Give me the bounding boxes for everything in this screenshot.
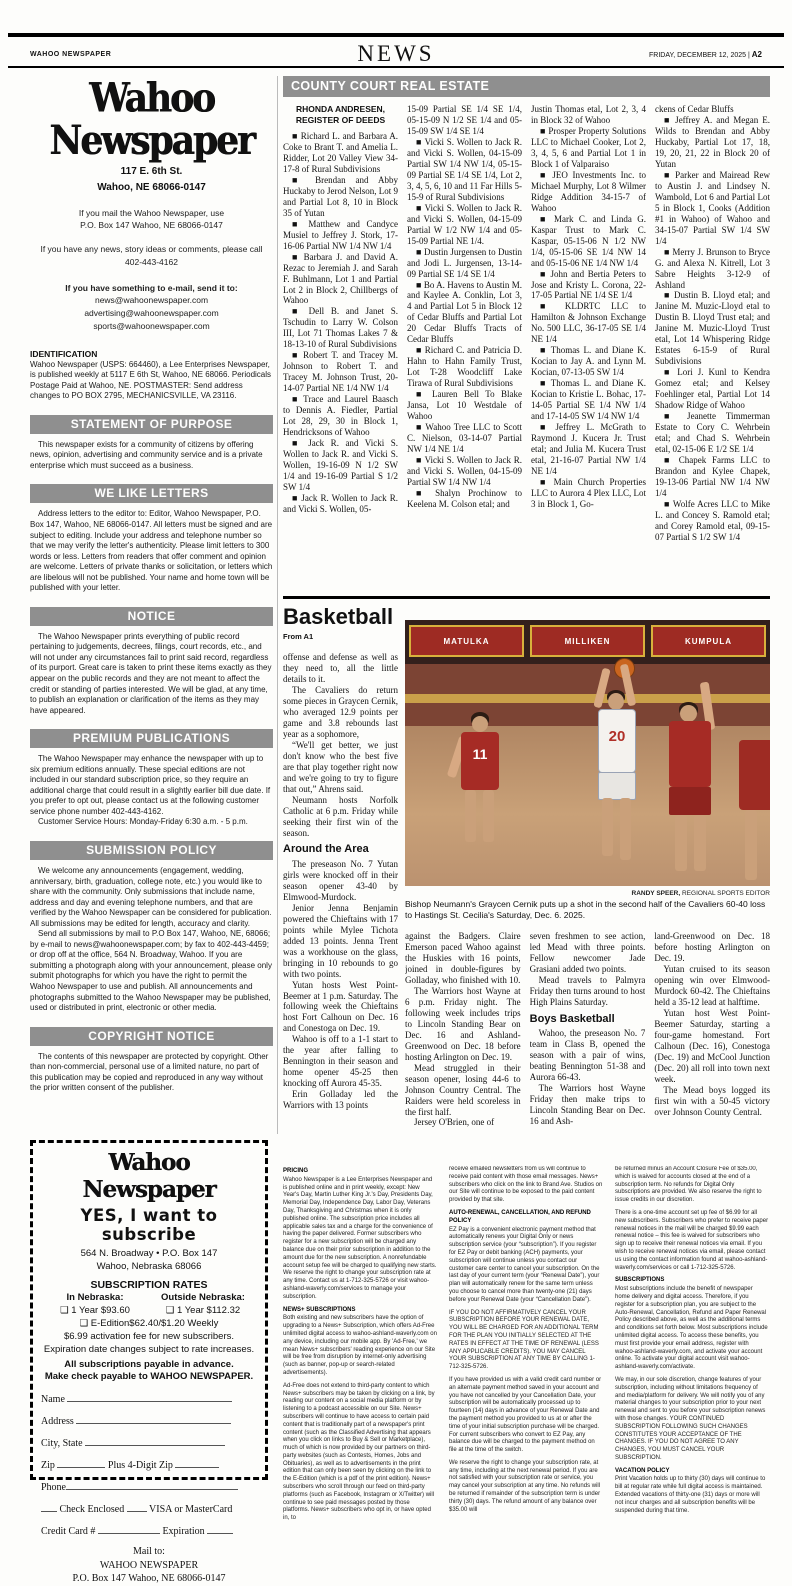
real-estate-entry: ■ JEO Investments Inc. to Michael Murphy, Lot 8 Wilmer Ridge Addition 34-15-7 of Wahoo [531,169,646,213]
fine-print-paragraph: Print Vacation holds up to thirty (30) days will continue to bill at regular rate while full digital access is maintained. Extended vacations of thirty-one (31) days or more will not incur charges and all subscription benefits will be suspended during that time. [615,1476,766,1514]
fine-print-paragraph: SUBSCRIPTIONS [615,1277,665,1284]
real-estate-entry: ■ KLDRTC LLC to Hamilton & Johnson Exchange No. 500 LLC, 36-17-05 SE 1/4 NE 1/4 [531,301,646,345]
real-estate-entry: ■ Richard L. and Barbara A. Coke to Brant T. and Amelia L. Ridder, Lot 20 Valley View 34-17-8 of Rural Subdivisions [283,130,398,174]
fine-print-paragraph: receive emailed newsletters from us will continue to receive paid content with those email messages. News+ subscribers who click on the link to Brand Ave. Studios on our Site will continue to be exposed to the paid content provided by that site. [449,1166,603,1204]
photo-banners [409,625,766,657]
real-estate-entry: ■ Jeffrey A. and Megan E. Wilds to Brendan and Abby Huckaby, Partial Lot 17, 18, 19, 20, 21, 22 in Block 20 of Yutan [655,114,770,169]
email-address: advertising@wahoonewspaper.com [84,308,219,319]
real-estate-col-2 [407,104,522,588]
county-court-real-estate-section [283,76,770,588]
fine-print-paragraph: AUTO-RENEWAL, CANCELLATION, AND REFUND POLICY [449,1209,591,1224]
expiration-note: Expiration date changes subject to rate increases. [43,1343,255,1355]
article-paragraph: Wahoo, the preseason No. 7 team in Class B, opened the season with a pair of wins, beating Bennington 51-38 and Aurora 66-43. [529,1028,646,1083]
fine-print-col-2 [449,1166,603,1578]
fine-print-paragraph: IF YOU DO NOT AFFIRMATIVELY CANCEL YOUR SUBSCRIPTION BEFORE YOUR RENEWAL DATE, YOU WILL BE CHARGED FOR AN ADDITIONAL TERM FOR THE PLAN YOU INITIALLY SELECTED AT THE RATES IN EFFECT AT THE TIME OF RENEWAL (LESS ANY APPLICABLE CREDITS). YOU MAY CANCEL YOUR SUBSCRIPTION AT ANY TIME BY CALLING 1-712-325-5726. [449,1309,599,1371]
address-line: Wahoo, NE 68066-0147 [97,181,206,193]
real-estate-entry: ■ Matthew and Candyce Musiel to Jeffrey J. Stork, 17-16-06 Partial NW 1/4 NW 1/4 [283,218,398,251]
call-note-line: If you have any news, story ideas or comments, please call [40,244,263,255]
article-paragraph: Jersey O'Brien, one of [414,1117,495,1128]
we-like-letters-body: Address letters to the editor to: Editor, Wahoo Newspaper, P.O. Box 147, Wahoo, NE 68066-0147. All letters must be signed and are subject to editing. Include your address and telephone number so that we may verify the letter's authenticity. Please limit letters to 300 words or less. Letters from readers that offer comment and opinion are welcome. Letters of private thanks or solicitation, or letters which are libelous will not be published. Your name and home town will be published with your letter. [30,509,273,593]
photo-credit-name: RANDY SPEER, [631,890,681,897]
gym-banner: MATULKA [409,625,524,657]
activation-fee-note: $6.99 activation fee for new subscribers. [63,1330,235,1342]
real-estate-entry: ckens of Cedar Bluffs [655,104,734,114]
rate-in-nebraska: ❑ 1 Year $93.60 [60,1304,130,1316]
gym-banner: KUMPULA [651,625,766,657]
statement-of-purpose-body: This newspaper exists for a community of citizens by offering news, opinion, advertising and community service and is a private enterprise which must succeed as a business. [30,439,263,470]
article-paragraph: Yutan cruised to its season opening win over Elmwood-Murdock 60-42. The Chieftains held a 35-12 lead at halftime. [654,963,770,1007]
player-leg [745,810,757,880]
mail-note [30,207,273,233]
real-estate-entry: ■ Vicki S. Wollen to Jack R. and Vicki S. Wollen, 04-15-09 Partial SW 1/4 NW 1/4 [407,455,522,487]
player-leg [483,790,494,842]
real-estate-entry: ■ Chapek Farms LLC to Brandon and Kylee Chapek, 19-13-06 Partial NW 1/4 NW 1/4 [655,455,770,498]
submission-policy-bar: SUBMISSION POLICY [30,841,273,860]
payable-line: All subscriptions payable in advance. [64,1358,234,1370]
header-date-folio [518,50,762,59]
rate-eedition: ❑ E-Edition$62.40/$1.20 Weekly [79,1317,219,1329]
photo-credit [405,890,770,897]
name-label: Name [41,1394,65,1406]
top-rule [8,33,784,37]
gym-banner: MILLIKEN [530,625,645,657]
article-col-1 [283,652,398,1144]
real-estate-entry: ■ Jack R. Wollen to Jack R. and Vicki S. Wollen, 05- [283,492,398,514]
byline-line: REGISTER OF DEEDS [295,115,386,126]
real-estate-entry: ■ Jeanette Timmerman Estate to Cory C. Wehrbein etal; and Chad S. Wehrbein etal, 02-15-06 E 1/2 SE 1/4 [655,411,770,455]
expiration-blank [207,1524,233,1534]
real-estate-entry: ■ Dell B. and Janet S. Tschudin to Larry W. Colson III, Lot 71 Thomas Lakes 7 & 18-13-10 of Rural Subdivisions [283,306,398,350]
address-field [41,1414,257,1427]
header-date: FRIDAY, DECEMBER 12, 2025 [649,51,747,59]
notice-body: The Wahoo Newspaper prints everything of public record pertaining to judgements, decrees, filings, court records, etc., and will not under any circumstances fail to print said record, regardless of its purport. Great care is taken to print these items exactly as they appear on the public records and they are not meant to affect the credit or standing of parties interested. We will be glad, at any time, to publish an explanation or clarification of the items as they may have appeared. [30,631,272,715]
player-jersey-red [461,732,499,790]
fine-print-col-3 [615,1166,769,1578]
article-paragraph: The Cavaliers do return some pieces in Graycen Cernik, who averaged 12.9 points per game and 3.8 rebounds last year as a sophomore, [283,684,398,739]
real-estate-entry: Justin Thomas etal, Lot 2, 3, 4 in Block 32 of Wahoo [531,104,646,125]
real-estate-entry: ■ Dustin B. Lloyd etal; and Janine M. Muzic-Lloyd etal to Dustin B. Lloyd Trust etal; and Janine M. Muzic-Lloyd Trust etal, Lot 14 Whispering Ridge Estates 6-15-9 of Rural Subdivisions [655,290,770,367]
article-paragraph: land-Greenwood on Dec. 18 before hosting Arlington on Dec. 19. [654,931,770,963]
masthead-address [30,164,273,196]
premium-publications-bar: PREMIUM PUBLICATIONS [30,729,273,748]
check-enclosed-label: Check Enclosed [59,1504,125,1516]
rate-column-headers [41,1292,257,1303]
player-shorts [669,787,711,815]
article-paragraph: Boys Basketball [529,1012,615,1025]
article-headline: Basketball [283,604,394,629]
email-block [30,282,273,333]
real-estate-entry: ■ Mark C. and Linda G. Kaspar Trust to Mark C. Kaspar, 05-15-06 N 1/2 NW 1/4, 05-15-06 SE 1/4 NW 14 and 05-15-06 NE 1/4 NW 1/4 [531,213,646,268]
submission-policy-body-2: Send all submissions by mail to P.O Box 147, Wahoo, NE, 68066; by e-mail to news@wahoonewspaper.com; by fax to 402-443-4459; or drop off at the office, 564 N. Broadway, Wahoo. If you are submitting a photograph along with your announcement, please only submit photographs for which you have the right to permit the Wahoo Newspaper to use and publish. All announcements and photographs submitted to the Wahoo Newspaper may be published, used or distributed in print, electronic or other media. [30,929,272,1013]
email-address: news@wahoonewspaper.com [94,295,209,306]
player-shorts [598,772,636,800]
real-estate-col-3 [531,104,646,588]
article-paragraph: offense and defense as well as they need to, all the little details to it. [283,652,398,684]
article-paragraph: Jenior Jenna Benjamin powered the Chieftains with 17 points while Mylee Tichota added 13 points. Jenna Trent was a workhouse on the glass, bringing in 10 rebounds to go with two points. [283,902,398,979]
legal-fine-print [283,1166,770,1578]
article-paragraph: Wahoo is off to a 1-1 start to the year after falling to Bennington in their season and home opener 45-25 then knocking off Aurora 45-35. [283,1034,398,1089]
payable-line: Make check payable to WAHOO NEWSPAPER. [44,1370,254,1382]
real-estate-entry: ■ John and Bertia Peters to Jose and Kristy L. Corona, 22-17-05 Partial NE 1/4 SE 1/4 [531,268,646,301]
fine-print-paragraph: PRICING [283,1168,309,1174]
name-field [41,1392,257,1405]
identification-body: Wahoo Newspaper (USPS: 664460), a Lee Enterprises Newspaper, is published weekly at 5117 E 6th St, Wahoo, NE 68066. Periodicals Postage Paid at Wahoo, NE. POSTMASTER: Send address changes to PO BOX 2795, MECHANICSVILLE, VA 23116. [30,359,272,401]
subscription-rates-title: SUBSCRIPTION RATES [90,1278,208,1291]
coupon-address-line: Wahoo, Nebraska 68066 [96,1260,202,1272]
card-blank [127,1502,147,1512]
phone-blank [66,1480,238,1490]
article-col-4 [654,931,770,1145]
article-paragraph: Mead struggled in their season opener, losing 44-6 to Johnson Country Central. The Raiders were held scoreless in the first half. [405,1062,521,1117]
article-paragraph: Neumann hosts Norfolk Catholic at 6 p.m. Friday while seeking their first win of the season. [283,794,398,838]
fine-print-paragraph: If you have provided us with a valid credit card number or an alternate payment method saved in your account and you have not cancelled by your Cancellation Date, your subscription will be automatically processed up to fourteen (14) days in advance of your Renewal Date and the payment method you provided to us at or after the time of your initial subscription purchase will be charged. For current subscribers who convert to EZ Pay, any balance due will be charged to the payment method on file at the time of the switch. [449,1376,602,1454]
mail-to-name: WAHOO NEWSPAPER [99,1559,199,1571]
section-divider-rule [283,596,770,599]
real-estate-entry: ■ Thomas L. and Diane K. Kocian to Jay A. and Lynn M. Kocian, 07-13-05 SW 1/4 [531,345,646,378]
statement-of-purpose-bar: STATEMENT OF PURPOSE [30,415,273,434]
real-estate-entry: ■ Robert T. and Tracey M. Johnson to Robert T. and Tracey M. Johnson Trust, 20-14-07 Partial NE 1/4 NW 1/4 [283,350,398,394]
photo-wall-stripe [405,694,770,703]
main-content [283,76,770,1146]
article-paragraph: Erin Golladay led the Warriors with 13 points [283,1089,398,1111]
real-estate-entry: ■ Vicki S. Wollen to Jack R. and Vicki S. Wollen, 04-15-09 Partial SW 1/4 NW 1/4, 05-15-09 Partial SE 1/4 SE 1/4, Lot 2, 3, 4, 5, 6, 10 and 11 Far Hills 5-15-9 of Rural Subdivisions [407,136,522,202]
credit-card-label: Credit Card # [41,1526,96,1538]
basketball-article [283,606,770,1146]
player-leg [602,798,613,856]
fine-print-paragraph: Wahoo Newspaper is a Lee Enterprises Newspaper and is published online and in print weekly, except: New Year's Day, Martin Luther King Jr.'s Day, Presidents Day, Memorial Day, Independence Day, Labor Day, Veterans Day, Thanksgiving and Christmas when it is only published online. The subscription price includes all applicable sales tax and a charge for the convenience of having the paper delivered. Former subscribers who register for a new subscription will be charged any balance due on their prior subscription in addition to the amount due for the new subscription. A nonrefundable account setup fee will be charged to qualifying new starts. We reserve the right to change your subscription rate at any time. Contact us at 1-712-325-5726 or visit wahoo-ashland-waverly.com/services to manage your subscription. [283,1176,437,1300]
fine-print-paragraph: We reserve the right to change your subscription rate, at any time, including at the next renewal period. If you are not satisfied with your subscription rate or service, you may cancel your subscription at any time. No refunds will be returned if remainder of the subscription term is under thirty (30) days. The refund amount of any balance over $35.00 will [449,1459,601,1513]
real-estate-entry: ■ Parker and Mairead Rew to Austin J. and Lindsey N. Wambold, Lot 6 and Partial Lot 5 in Block 1, Cooks (Addition #1 in Wahoo) of Wahoo and 34-15-07 Partial SW 1/4 SW 1/4 [655,169,770,246]
real-estate-section-bar: COUNTY COURT REAL ESTATE [283,76,770,97]
mail-to-label: Mail to: [133,1546,165,1558]
coupon-address-line: 564 N. Broadway • P.O. Box 147 [80,1248,218,1259]
mail-to-block [41,1545,257,1586]
notice-bar: NOTICE [30,607,273,626]
city-state-field [41,1436,257,1449]
zip-blank [57,1458,105,1468]
real-estate-entry: ■ Trace and Laurel Baasch to Dennis A. Fiedler, Partial Lot 28, 29, 30 in Block 1, Hendricksons of Wahoo [283,394,398,438]
player-head [472,716,488,732]
call-note [30,243,273,269]
newspaper-nameplate: Wahoo Newspaper [49,78,254,165]
real-estate-entry: ■ Lori J. Kunl to Kendra Gomez etal; and Kelsey Foehlinger etal, Partial Lot 14 Shadow Ridge of Wahoo [655,367,770,411]
player-jersey-red [669,721,711,787]
article-paragraph: The Mead boys logged its first win with a 50-45 victory over Johnson County Central. [654,1084,770,1117]
mail-note-line: If you mail the Wahoo Newspaper, use [78,207,225,218]
article-paragraph: “We'll get better, we just don't know who the best five are that play together right now and we're going to try to figure that out,” Ahrens said. [283,739,398,794]
address-blank [76,1414,231,1424]
header-rule [8,66,784,68]
coupon-headline: YES, I want to subscribe [80,1206,218,1244]
article-paragraph: Yutan hosts West Point-Beemer at 1 p.m. Saturday. The following week the Chieftains host Fort Calhoun on Dec. 16 and Conestoga on Dec. 19. [283,979,398,1034]
player-head [608,693,624,710]
plus4-blank [175,1458,219,1468]
real-estate-entry: ■ Vicki S. Wollen to Jack R. and Vicki S. Wollen, 04-15-09 Partial W 1/2 NW 1/4 and 05-15-09 Partial NE 1/4. [407,202,522,246]
photo-player-red-11 [457,728,503,848]
player-leg [465,790,476,842]
check-blank [41,1502,57,1512]
real-estate-entry: 15-09 Partial SE 1/4 SE 1/4, 05-15-09 N 1/2 SE 1/4 and 05-15-09 SW 1/4 SE 1/4 [407,104,522,136]
page-number: A2 [751,49,762,59]
masthead-column [30,78,273,1134]
basketball-photo [405,620,770,886]
real-estate-entry: ■ Brendan and Abby Huckaby to Jerod Nelson, Lot 9 and Partial Lot 8, 10 in Block 35 of Yutan [283,174,398,218]
real-estate-entry: ■ Jeffrey L. McGrath to Raymond J. Kucera Jr. Trust etal; and Julia M. Kucera Trust etal, 21-16-07 Partial NW 1/4 NE 1/4 [531,422,646,476]
photo-player-partial [735,740,770,886]
article-paragraph: Around the Area [283,843,369,856]
real-estate-entry: ■ Merry J. Brunson to Bryce G. and Alexa N. Kitrell, Lot 3 Sabre Heights 3-12-9 of Ashland [655,246,770,290]
real-estate-entry: ■ Main Church Properties LLC to Aurora 4 Plex LLC, Lot 3 in Block 1, Go- [531,476,646,509]
fine-print-paragraph: VACATION POLICY [615,1467,670,1474]
address-label: Address [41,1416,74,1428]
fine-print-paragraph: Both existing and new subscribers have the option of upgrading to a News+ Subscription, which offers Ad-Free unlimited digital access to wahoo-ashland-waverly.com on any device, including our mobile app. By 'Ad-Free,' we mean News+ subscribers' reading experience on our Site will be free from disruption by internet-only advertising (such as banner, pop-up or search-related advertisements). [283,1315,437,1376]
copyright-notice-body: The contents of this newspaper are protected by copyright. Other than non-commercial, personal use of a limited nature, no part of this publication may be copied and reproduced in any way without the prior written consent of the publisher. [30,1051,269,1093]
coupon-nameplate: Wahoo Newspaper [82,1149,216,1203]
article-paragraph: against the Badgers. Claire Emerson paced Wahoo against the Huskies with 16 points, joined in double-figures by Golladay, who finished with 10. [405,931,521,985]
zip-label: Zip [41,1460,55,1472]
real-estate-entry: ■ Dustin Jurgensen to Dustin and Jodi L. Jurgensen, 13-14-09 Partial SE 1/4 SE 1/4 [407,246,522,279]
we-like-letters-bar: WE LIKE LETTERS [30,484,273,503]
fine-print-paragraph: be returned minus an Account Closure Fee of $35.00, which is waived for accounts closed at the end of a subscription term. No refunds for Digital Only subscriptions are provided. We also reserve the right to issue credits in our discretion. [615,1166,762,1204]
fine-print-paragraph: We may, in our sole discretion, change features of your subscription, including without limitations frequency of and media/platform for delivery. We will notify you of any material changes to your subscription prior to your next renewal and sent to you before your subscription renews with those changes. YOUR CONTINUED SUBSCRIPTION FOLLOWING SUCH CHANGES CONSTITUTES YOUR ACCEPTANCE OF THE CHANGES. IF YOU DO NOT AGREE TO ANY CHANGES, YOU MUST CANCEL YOUR SUBSCRIPTION. [615,1376,766,1461]
photo-player-red-defender [663,704,719,874]
real-estate-col-1 [283,104,398,588]
fine-print-paragraph: Ad-Free does not extend to third-party content to which News+ subscribers may be taken by clicking on a link, by reading our content on a social media platform or by listening to a podcast accessible on our Site. News+ subscribers will continue to have access to certain paid content that is traditionally part of a newspaper's print content (such as the Classified Advertising that appears when you click on links to Buy & Sell or Marketplace), much of which is now provided by our partners on third-party websites (such as Contests, Homes, Jobs and Obituaries), as well as to advertisements in the print edition that can only been seen by clicking on the link to the E-Edition (which is a pdf of the print edition). News+ subscribers who scroll through our feed on third-party platforms (such as Facebook, Instagram or X/Twitter) will continue to see paid messages posted by those platforms. News+ subscribers who opt in, or have opted in, to [283,1382,435,1522]
player-jersey-red [739,740,770,810]
player-leg [694,815,706,871]
real-estate-entry: ■ Prosper Property Solutions LLC to Michael Cooker, Lot 2, 3, 4, 5, 6 and Partial Lot 1 in Block 1 of Valparaiso [531,125,646,169]
email-address: sports@wahoonewspaper.com [93,320,210,331]
real-estate-entry: ■ Shalyn Prochinow to Keelena M. Colson etal; and [407,487,522,509]
phone-field [41,1480,257,1493]
submission-policy-body-1: We welcome any announcements (engagement, wedding, anniversary, birth, graduation, college note, etc.) you would like to share with the community. Only submissions that include name, address and day and evening telephone numbers, and that are verified by the Wahoo Newspaper can be considered for publication. All submissions may be edited for length, accuracy and clarity. [30,866,272,928]
byline-line: RHONDA ANDRESEN, [295,104,386,114]
jersey-number: 11 [472,746,488,762]
visa-mastercard-label: VISA or MasterCard [149,1504,233,1516]
continued-from-note: From A1 [283,632,314,641]
in-nebraska-label: In Nebraska: [66,1291,124,1303]
coupon-address [41,1248,257,1274]
copyright-notice-bar: COPYRIGHT NOTICE [30,1027,273,1046]
phone-label: Phone [41,1482,66,1494]
real-estate-entry: ■ Wolfe Acres LLC to Mike L. and Concey S. Ramold etal; and Corey Ramold etal, 09-15-07 Partial S 1/2 SW 1/4 [655,498,770,542]
real-estate-entry: ■ Jack R. and Vicki S. Wollen to Jack R. and Vicki S. Wollen, 19-16-09 N 1/2 SW 1/4 and 19-16-09 Partial S 1/2 SW 1/4 [283,438,398,492]
article-paragraph: The Warriors host Wayne Friday then make trips to Lincoln Standing Bear on Dec. 16 and Ash- [529,1083,646,1126]
mail-note-line: P.O. Box 147 Wahoo, NE 68066-0147 [80,220,223,231]
premium-publications-body: The Wahoo Newspaper may enhance the newspaper with up to six premium editions annually. These special editions are not included in our standard subscription price, so they require an additional charge that could result in a slightly earlier bill due date. If you prefer to opt out, please contact us at the following customer service phone number 402-443-4162. [30,754,271,816]
photo-caption: Bishop Neumann's Graycen Cernik puts up a shot in the second half of the Cavaliers 60-40 loss to Hastings St. Cecilia's Saturday, Dec. 6. 2025. [405,899,766,921]
address-line: 117 E. 6th St. [120,165,183,177]
real-estate-entry: ■ Barbara J. and David A. Rezac to Jeremiah J. and Sarah F. Buhlmann, Lot 1 and Partial Lot 2 in Block 2, Chillbergs of Wahoo [283,251,398,306]
outside-nebraska-label: Outside Nebraska: [161,1291,245,1303]
player-leg [620,798,631,860]
player-head [680,705,697,722]
payable-note [41,1359,257,1384]
article-paragraph: Mead travels to Palmyra Friday then turns around to host High Plains Saturday. [529,974,646,1007]
section-title: NEWS [357,41,435,66]
fine-print-paragraph: NEWS+ SUBSCRIPTIONS [283,1306,356,1313]
article-lower-columns [405,931,770,1145]
folio-separator: | [748,51,752,59]
header-newspaper-name: WAHOO NEWSPAPER [30,50,112,58]
photo-credit-role: REGIONAL SPORTS EDITOR [680,890,770,897]
real-estate-entry: ■ Thomas L. and Diane K. Kocian to Kristie L. Bohac, 17-14-05 Partial SE 1/4 NW 1/4 and 17-14-05 SW 1/4 NW 1/4 [531,378,646,422]
identification-heading: IDENTIFICATION [30,348,98,359]
real-estate-entry: ■ Wahoo Tree LLC to Scott C. Nielson, 03-14-07 Partial NW 1/4 NE 1/4 [407,422,522,455]
real-estate-entry: ■ Richard C. and Patricia D. Hahn to Hahn Family Trust, Lot T-28 Woodcliff Lake Tirawa of Rural Subdivisions [407,345,522,389]
expiration-label: Expiration [162,1526,205,1538]
article-paragraph: The preseason No. 7 Yutan girls were knocked off in their season opener 43-40 by Elmwood-Murdock. [283,858,398,902]
credit-card-field [41,1524,257,1537]
fine-print-paragraph: Most subscriptions include the benefit of newspaper home delivery and digital access. Therefore, if you register for a subscription plan, you are subject to the Auto-Renewal, Cancellation, Refund and Paper Renewal Policy described above, as well as the additional terms and conditions set forth below. Most subscriptions include unlimited digital access. To access these benefits, you must first provide your email address, register with wahoo-ashland-waverly.com, and activate your account online. To activate your digital account visit wahoo-ashland-waverly.com/activate. [615,1286,768,1371]
real-estate-col-4 [655,104,770,588]
column-divider [277,76,278,1134]
rate-line [41,1305,257,1316]
real-estate-entries [283,131,398,515]
article-paragraph: seven freshmen to see action, led Mead with three points. Fellow newcomer Jade Grasiani added two points. [529,931,646,974]
page-header [30,41,762,66]
photo-player-shooter [590,684,642,874]
player-jersey-white [598,709,636,773]
phone-number: 402-443-4162 [125,256,178,267]
jersey-number: 20 [608,728,626,745]
city-state-label: City, State [41,1438,83,1450]
mail-to-address: P.O. Box 147 Wahoo, NE 68066-0147 [72,1573,226,1585]
city-state-blank [85,1436,225,1446]
fine-print-paragraph: EZ Pay is a convenient electronic payment method that automatically renews your Digital Only or news subscription service (your “subscription”). If you register for EZ Pay or debit banking (ACH) payments, your subscription will continue unless you contact our customer care center to cancel your subscription. On the last day of your current term (your “Renewal Date”), your plan will automatically renew for the same term unless you choose to cancel more than twenty-one (21) days before your Renewal Date (your “Cancellation Date”). [449,1226,600,1303]
zip-field [41,1458,257,1471]
rate-outside-nebraska: ❑ 1 Year $112.32 [165,1304,241,1316]
email-header: If you have something to e-mail, send it to: [65,282,238,293]
article-col-2 [405,931,521,1145]
player-leg [675,815,687,871]
article-paragraph: Yutan host West Point-Beemer Saturday, starting a four-game homestand. Fort Calhoun (Dec. 16), Conestoga (Dec. 19) and McCool Junction (Dec. 20) all roll into town next week. [654,1007,770,1084]
real-estate-columns [283,104,770,588]
real-estate-entry: ■ Bo A. Havens to Austin M. and Kaylee A. Conklin, Lot 3, 4 and Partial Lot 5 in Block 12 of Cedar Bluffs and Partial Lot 20 Cedar Bluffs Tracts of Cedar Bluffs [407,279,522,345]
payment-method-field [41,1502,257,1515]
name-blank [67,1392,232,1402]
plus4-label: Plus 4-Digit Zip [107,1460,173,1472]
register-of-deeds-byline [283,104,398,127]
credit-card-blank [98,1524,160,1534]
customer-service-hours: Customer Service Hours: Monday-Friday 6:30 a.m. - 5 p.m. [38,817,248,827]
fine-print-paragraph: There is a one-time account set up fee of $6.99 for all new subscribers. Subscribers who prefer to receive paper renewal notices in the mail will be charged $9.99 each renewal notice – this fee is waived for subscribers who sign up to receive their renewal notices via email. If you wish to receive renewal notices via email, please contact us using the contact information found at wahoo-ashland-waverly.com/services or call 1-712-325-5726. [615,1209,769,1271]
article-col-3 [530,931,646,1145]
subscription-coupon [30,1140,268,1585]
article-paragraph: The Warriors host Wayne at 6 p.m. Friday night. The following week includes trips to Lincoln Standing Bear on Dec. 16 and Ashland-Greenwood on Dec. 18 before hosting Arlington on Dec. 19. [405,985,521,1062]
fine-print-col-1 [283,1166,437,1578]
real-estate-entry: ■ Lauren Bell To Blake Jansa, Lot 10 Westdale of Wahoo [407,389,522,422]
